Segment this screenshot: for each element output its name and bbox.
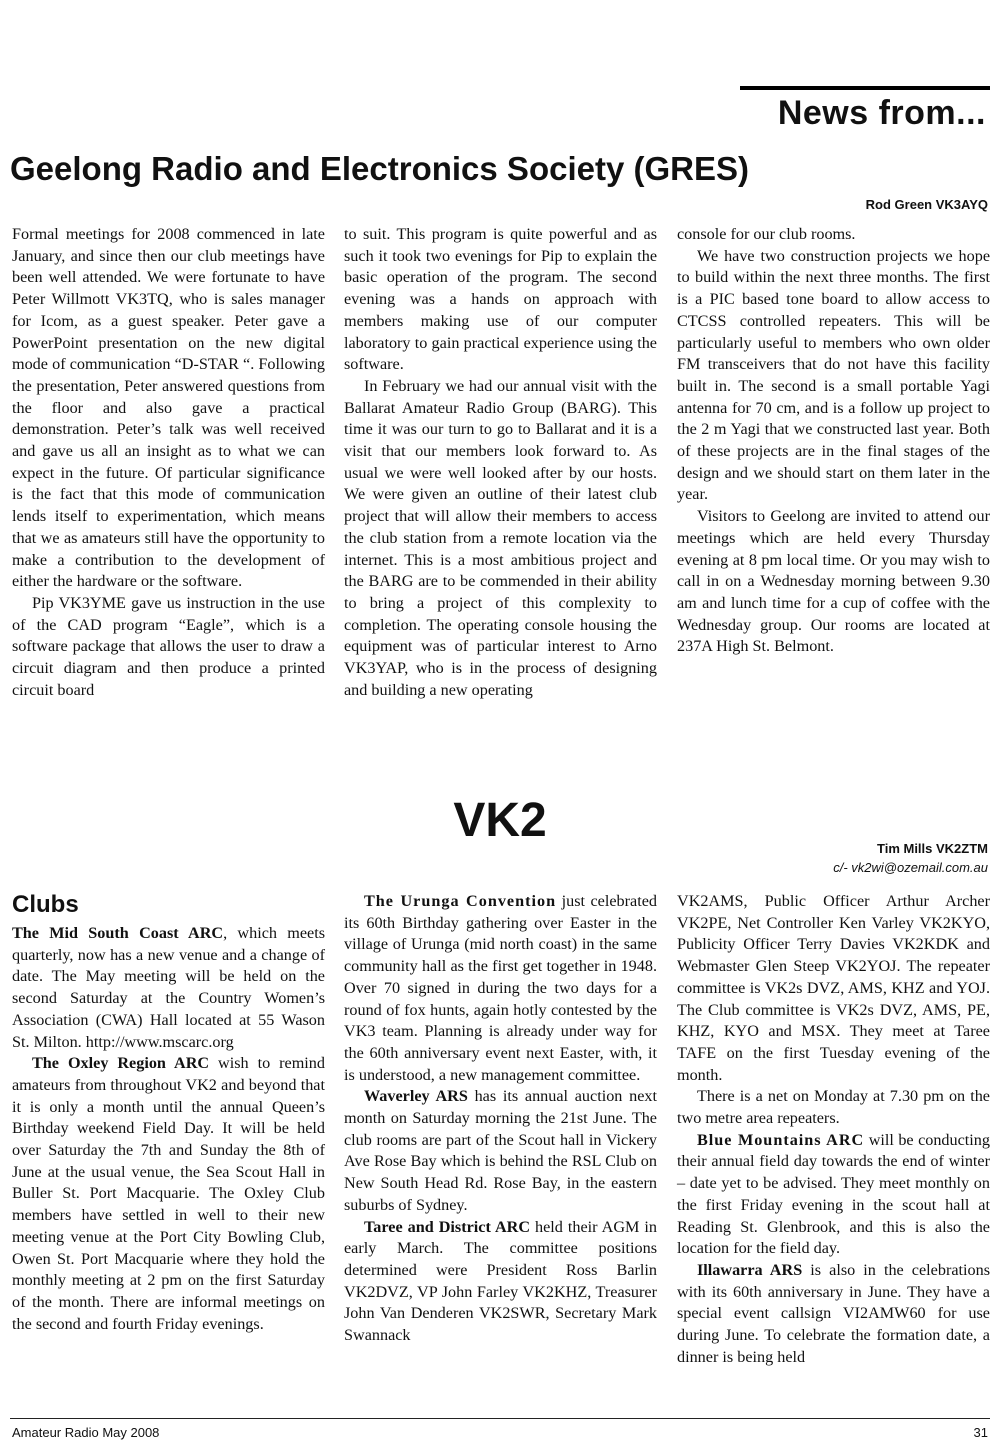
club-text: has its annual auction next month on Saturday morning the 21st June. The club rooms are part of the Scout hall in Vickery Ave Rose Bay which is behind the RSL Club on New South Head Rd. Rose Bay, in the eastern suburbs of Sydney. [344, 1087, 657, 1214]
gres-column-1 [12, 224, 325, 701]
section-label: News from... [777, 94, 986, 132]
gres-article-title: Geelong Radio and Electronics Society (GRES) [10, 150, 749, 187]
club-name: Illawarra ARS [697, 1260, 803, 1279]
gres-byline: Rod Green VK3AYQ [865, 197, 988, 212]
club-paragraph [677, 1086, 990, 1129]
gres-paragraph: In February we had our annual visit with the Ballarat Amateur Radio Group (BARG). This time it was our turn to go to Ballarat and it is a visit that our members look forward to. As usual we were well looked after by our hosts. We were given an outline of their latest club project that will allow their members to access the club station from a remote location via the internet. This is a most ambitious project and the BARG are to be commended in their ability to bring a project of this complexity to completion. The operating console housing the equipment was of particular interest to Arno VK3YAP, who is in the process of designing and building a new operating [344, 376, 657, 699]
vk2-byline: Tim Mills VK2ZTM [877, 841, 988, 856]
publication-name: Amateur Radio May 2008 [12, 1425, 160, 1440]
gres-paragraph: Pip VK3YME gave us instruction in the use of the CAD program “Eagle”, which is a software package that allows the user to draw a circuit diagram and then produce a printed circuit board [12, 593, 325, 699]
club-paragraph [344, 891, 657, 1086]
club-name: The Urunga Convention [364, 892, 557, 910]
club-text: held their AGM in early March. The committee positions determined were President Ross Barlin VK2DVZ, VP John Farley VK2KHZ, Treasurer John Van Denderen VK2SWR, Secretary Mark Swannack [344, 1217, 657, 1345]
gres-column-3 [677, 224, 990, 658]
gres-paragraph: console for our club rooms. [677, 225, 856, 243]
club-name: The Oxley Region ARC [32, 1054, 210, 1073]
club-text: will be conducting their annual field day towards the end of winter – date yet to be advised. They meet monthly on the first Friday evening in the scout hall at Reading St. Glenbrook, and this is also the location for the field day. [677, 1130, 990, 1258]
club-paragraph [344, 1217, 657, 1347]
club-name: The Mid South Coast ARC [12, 924, 224, 942]
vk2-column-3 [677, 891, 990, 1368]
club-paragraph [677, 1260, 990, 1369]
gres-column-2 [344, 224, 657, 701]
club-paragraph [12, 1053, 325, 1335]
club-paragraph [677, 891, 990, 1086]
club-text: wish to remind amateurs from throughout VK2 and beyond that it is only a month until the annual Queen’s Birthday weekend Field Day. It will be held over Saturday the 7th and Sunday the 8th of June at the usual venue, the Sea Scout Hall in Buller St. Port Macquarie. The Oxley Club members have settled in well to their new meeting venue at the Port City Bowling Club, Owen St. Port Macquarie where they hold the monthly meeting at 2 pm on the first Saturday of the month. There are informal meetings on the second and fourth Friday evenings. [12, 1054, 325, 1333]
club-paragraph [344, 1086, 657, 1216]
gres-paragraph: We have two construction projects we hope to build within the next three months. The first is a PIC based tone board to allow access to CTCSS controlled repeaters. This will be particularly useful to members who own older FM transceivers that do not have this facility built in. The second is a small portable Yagi antenna for 70 cm, and is a follow up project to the 2 m Yagi that we constructed last year. Both of these projects are in the final stages of the design and we should start on them later in the year. [677, 246, 990, 504]
section-header [740, 86, 990, 134]
club-name: Waverley ARS [364, 1087, 468, 1106]
club-paragraph [12, 923, 325, 1053]
club-text: There is a net on Monday at 7.30 pm on the two metre area repeaters. [677, 1087, 990, 1128]
club-text: VK2AMS, Public Officer Arthur Archer VK2PE, Net Controller Ken Varley VK2KYO, Publicity Officer Terry Davies VK2KDK and Webmaster Glen Steep VK2YOJ. The repeater committee is VK2s DVZ, AMS, KHZ and YOJ. The Club committee is VK2s DVZ, AMS, PE, KHZ, KYO and MSX. They meet at Taree TAFE on the first Tuesday evening of the month. [677, 892, 990, 1084]
clubs-heading: Clubs [12, 891, 79, 918]
vk2-column-2 [344, 891, 657, 1347]
club-text: , which meets quarterly, now has a new venue and a change of date. The May meeting will be held on the second Saturday at the Country Women’s Association (CWA) Hall located at 55 Wason St. Milton. http://www.mscarc.org [12, 924, 325, 1051]
gres-paragraph: Formal meetings for 2008 commenced in late January, and since then our club meetings have been well attended. We were fortunate to have Peter Willmott VK3TQ, who is sales manager for Icom, as a guest speaker. Peter gave a PowerPoint presentation on the new digital mode of communication “D-STAR “. Following the presentation, Peter answered questions from the floor and also gave a practical demonstration. Peter’s talk was well received and gave us all an insight as to what we can expect in the future. Of particular significance is the fact that this mode of communication lends itself to experimentation, which means that we as amateurs still have the opportunity to make a contribution to the development of either the hardware or the software. [12, 225, 325, 591]
club-text: is also in the celebrations with its 60th anniversary in June. They have a special event callsign VI2AMW60 for use during June. To celebrate the formation date, a dinner is being held [677, 1260, 990, 1366]
club-paragraph [677, 1130, 990, 1260]
vk2-email: c/- vk2wi@ozemail.com.au [833, 860, 988, 875]
vk2-column-1 [12, 923, 325, 1335]
page-number: 31 [973, 1425, 988, 1440]
gres-paragraph: to suit. This program is quite powerful and as such it took two evenings for Pip to explain the basic operation of the program. The second evening was a hands on approach with members making use of our computer laboratory to gain practical experience using the software. [344, 225, 657, 374]
vk2-section-title: VK2 [453, 794, 547, 847]
gres-paragraph: Visitors to Geelong are invited to attend our meetings which are held every Thursday evening at 8 pm local time. Or you may wish to call in on a Wednesday morning between 9.30 am and lunch time for a cup of coffee with the Wednesday group. Our rooms are located at 237A High St. Belmont. [677, 507, 990, 656]
club-text: just celebrated its 60th Birthday gathering over Easter in the village of Urunga (mid north coast) in the same community hall as the first get together in 1948. Over 70 signed in during the two days for a round of fox hunts, again hotly contested by the VK3 team. Planning is already under way for the 60th anniversary event next Easter, with, it is understood, a new management committee. [344, 892, 657, 1084]
club-name: Blue Mountains ARC [697, 1130, 865, 1149]
club-name: Taree and District ARC [364, 1217, 531, 1236]
page-footer [10, 1418, 990, 1447]
